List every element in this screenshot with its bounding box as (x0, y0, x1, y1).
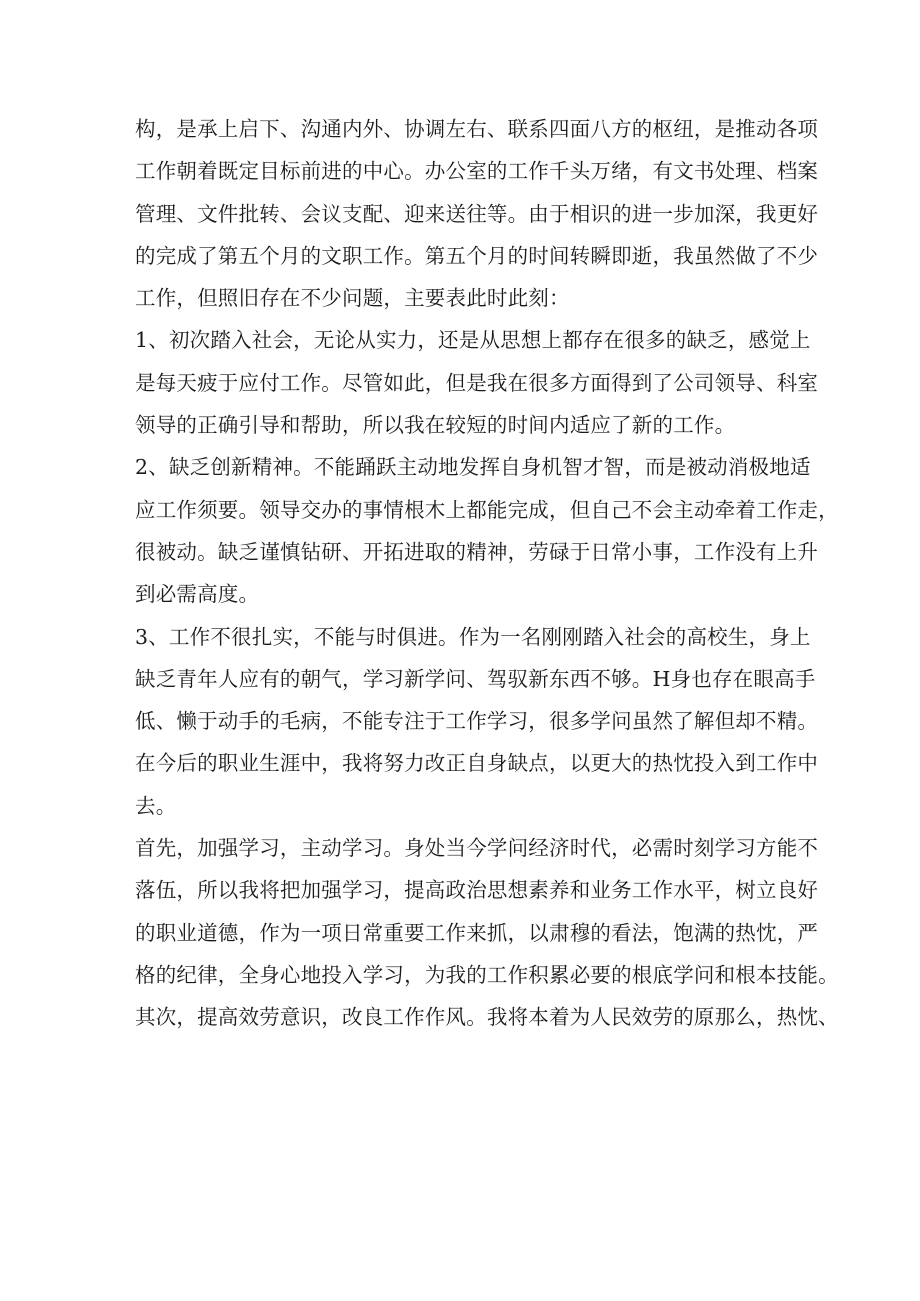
text-line: 的职业道德，作为一项日常重要工作来抓，以肃穆的看法，饱满的热忱，严 (135, 920, 819, 945)
text-line: 在今后的职业生涯中，我将努力改正自身缺点，以更大的热忱投入到工作中 (135, 751, 819, 776)
text-line: 格的纪律，全身心地投入学习，为我的工作积累必要的根底学问和根本技能。 (135, 962, 839, 987)
text-line: 3、工作不很扎实，不能与时俱进。作为一名刚刚踏入社会的高校生，身上 (135, 624, 811, 649)
text-line: 去。 (135, 793, 177, 818)
text-line: 应工作须要。领导交办的事情根木上都能完成，但自己不会主动牵着工作走， (135, 497, 839, 522)
text-line: 工作，但照旧存在不少问题，主要表此时此刻： (135, 286, 570, 311)
text-line: 构，是承上启下、沟通内外、协调左右、联系四面八方的枢纽，是推动各项 (135, 117, 819, 141)
text-line: 管理、文件批转、会议支配、迎来送往等。由于相识的进一步加深，我更好 (135, 201, 819, 226)
text-line: 到必需高度。 (135, 582, 260, 607)
document-body (135, 108, 839, 1039)
text-line: 的完成了第五个月的文职工作。第五个月的时间转瞬即逝，我虽然做了不少 (135, 243, 819, 268)
text-line: 工作朝着既定目标前进的中心。办公室的工作千头万绪，有文书处理、档案 (135, 159, 819, 184)
text-line: 低、懒于动手的毛病，不能专注于工作学习，很多学问虽然了解但却不精。 (135, 709, 819, 734)
text-line: 很被动。缺乏谨慎钻研、开拓进取的精神，劳碌于日常小事，工作没有上升 (135, 539, 819, 564)
text-line: 1、初次踏入社会，无论从实力，还是从思想上都存在很多的缺乏，感觉上 (135, 328, 811, 353)
text-line: 其次，提高效劳意识，改良工作作风。我将本着为人民效劳的原那么，热忱、 (135, 1005, 839, 1030)
paragraph-item-3 (135, 616, 819, 827)
paragraph-item-2 (135, 446, 839, 615)
text-line: 落伍，所以我将把加强学习，提高政治思想素养和业务工作水平，树立良好 (135, 878, 819, 903)
text-line: 首先，加强学习，主动学习。身处当今学问经济时代，必需时刻学习方能不 (135, 836, 819, 861)
paragraph-intro (135, 108, 819, 319)
text-line: 是每天疲于应付工作。尽管如此，但是我在很多方面得到了公司领导、科室 (135, 370, 819, 395)
paragraph-first (135, 827, 839, 996)
paragraph-item-1 (135, 319, 819, 446)
text-line: 领导的正确引导和帮助，所以我在较短的时间内适应了新的工作。 (135, 413, 736, 438)
paragraph-second (135, 996, 839, 1038)
text-line: 2、缺乏创新精神。不能踊跃主动地发挥自身机智才智，而是被动消极地适 (135, 455, 811, 480)
text-line: 缺乏青年人应有的朝气，学习新学问、驾驭新东西不够。H身也存在眼高手 (135, 666, 816, 691)
